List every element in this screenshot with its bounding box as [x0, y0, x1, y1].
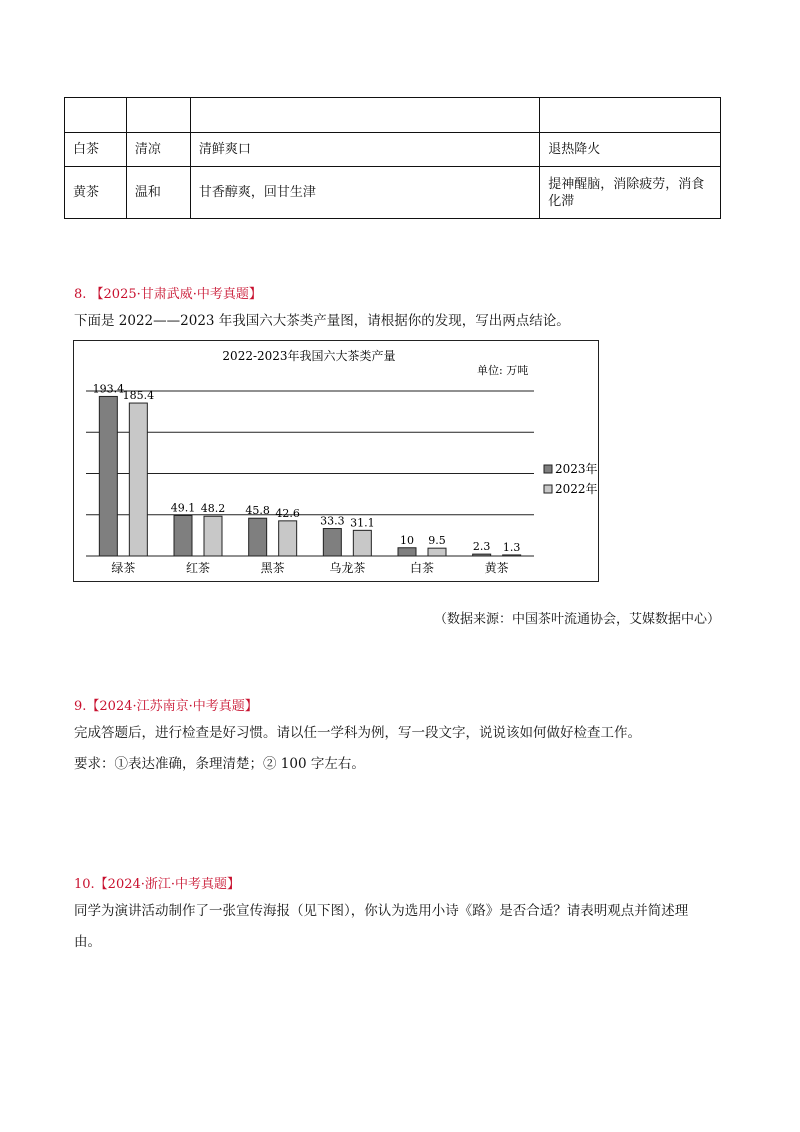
question-9-text: 完成答题后，进行检查是好习惯。请以任一学科为例，写一段文字，说说该如何做好检查工作。 [74, 725, 641, 741]
question-8-text: 下面是 2022——2023 年我国六大茶类产量图，请根据你的发现，写出两点结论。 [74, 313, 570, 329]
table-cell: 黄茶 [65, 167, 127, 219]
question-10-text-line1: 同学为演讲活动制作了一张宣传海报（见下图），你认为选用小诗《路》是否合适？请表明观点并简述理 [74, 903, 689, 919]
table-cell: 提神醒脑，消除疲劳，消食化滞 [540, 167, 721, 219]
bar-2023-黄茶 [473, 554, 491, 556]
data-label: 42.6 [275, 506, 300, 520]
table-cell: 温和 [126, 167, 190, 219]
tea-production-chart [73, 340, 599, 582]
data-label: 193.4 [92, 382, 125, 396]
data-label: 48.2 [200, 502, 226, 516]
data-source-note: （数据来源：中国茶叶流通协会，艾媒数据中心） [433, 612, 720, 627]
x-tick-label: 黑茶 [260, 561, 285, 575]
tea-properties-table [64, 97, 721, 219]
question-10-text-line2: 由。 [74, 934, 101, 950]
table-cell: 退热降火 [540, 133, 721, 167]
data-label: 45.8 [245, 504, 270, 518]
question-9-heading: 9.【2024·江苏南京·中考真题】 [74, 699, 258, 714]
legend-label: 2023年 [555, 462, 598, 476]
question-10-heading: 10.【2024·浙江·中考真题】 [74, 877, 241, 892]
table-cell [540, 98, 721, 133]
chart-title: 2022-2023年我国六大茶类产量 [222, 349, 396, 363]
bar-2022-乌龙茶 [353, 530, 371, 556]
x-tick-label: 绿茶 [111, 561, 136, 575]
legend-label: 2022年 [555, 482, 598, 496]
data-label: 10 [400, 533, 414, 547]
data-label: 185.4 [122, 389, 155, 403]
table-cell [126, 98, 190, 133]
legend-swatch-2023 [544, 465, 552, 473]
x-tick-label: 白茶 [409, 561, 435, 575]
x-tick-label: 黄茶 [484, 561, 509, 575]
bar-2022-黄茶 [503, 555, 521, 556]
bar-2023-白茶 [398, 548, 416, 556]
table-row [65, 133, 721, 167]
table-cell: 清凉 [126, 133, 190, 167]
bar-2023-绿茶 [99, 396, 117, 556]
x-tick-label: 红茶 [185, 561, 211, 575]
table-cell: 甘香醇爽，回甘生津 [190, 167, 539, 219]
data-label: 33.3 [320, 514, 345, 528]
table-cell: 清鲜爽口 [190, 133, 539, 167]
table-cell [190, 98, 539, 133]
data-label: 31.1 [350, 516, 375, 530]
data-label: 1.3 [502, 540, 521, 554]
bar-2022-黑茶 [279, 521, 297, 556]
bar-2023-黑茶 [249, 518, 267, 556]
bar-2022-白茶 [428, 548, 446, 556]
legend-swatch-2022 [544, 485, 552, 493]
question-9-requirement: 要求：①表达准确，条理清楚；② 100 字左右。 [74, 756, 365, 772]
bar-2023-乌龙茶 [323, 529, 341, 556]
table-cell [65, 98, 127, 133]
table-row [65, 167, 721, 219]
data-label: 2.3 [472, 540, 491, 554]
data-label: 9.5 [428, 534, 446, 548]
bar-2023-红茶 [174, 515, 192, 556]
table-row [65, 98, 721, 133]
table-cell: 白茶 [65, 133, 127, 167]
question-8-heading: 8. 【2025·甘肃武威·中考真题】 [74, 287, 262, 302]
bar-2022-红茶 [204, 516, 222, 556]
chart-svg [74, 341, 598, 581]
chart-unit-label: 单位: 万吨 [477, 364, 529, 377]
x-tick-label: 乌龙茶 [329, 561, 366, 575]
bar-2022-绿茶 [129, 403, 147, 556]
data-label: 49.1 [170, 501, 196, 515]
